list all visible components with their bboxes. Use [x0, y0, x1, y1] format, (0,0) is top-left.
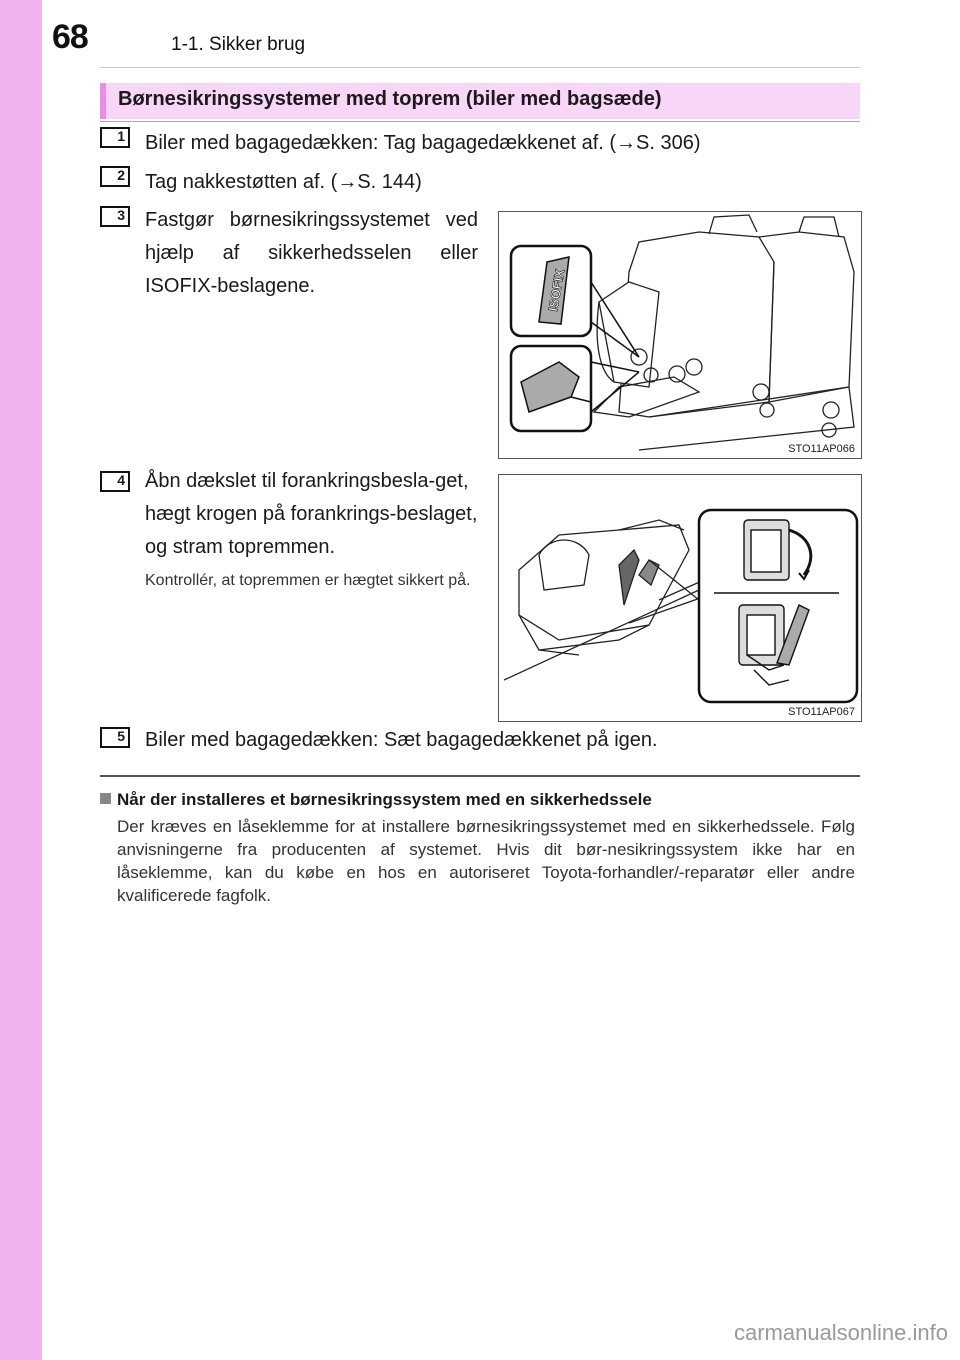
step-badge-2: 2: [100, 166, 130, 187]
section-label: 1-1. Sikker brug: [171, 34, 306, 55]
chapter-sidebar-tab: [0, 0, 42, 1360]
step-badge-3: 3: [100, 206, 130, 227]
isofix-callout-label: ISOFIX: [545, 267, 568, 313]
figure-code-2: STO11AP067: [788, 706, 855, 718]
figure-code-1: STO11AP066: [788, 443, 855, 455]
title-rule: [100, 121, 860, 122]
bullet-square-icon: [100, 793, 111, 804]
section-title-bar: [100, 83, 860, 119]
step-5-text: Biler med bagagedækken: Sæt bagagedækkenet på igen.: [145, 729, 658, 751]
step-badge-4: 4: [100, 471, 130, 492]
info-heading: [100, 790, 652, 810]
step-badge-5: 5: [100, 727, 130, 748]
figure-isofix-seat: [498, 211, 862, 459]
header-rule: [100, 67, 860, 68]
step-4-note: Kontrollér, at topremmen er hægtet sikkert på.: [145, 572, 471, 589]
page-number: 68: [52, 18, 88, 56]
section-divider: [100, 775, 860, 777]
step-3-text: Fastgør børnesikringssystemet ved hjælp af sikkerhedsselen eller ISOFIX-beslagene.: [145, 209, 478, 297]
tether-anchor-illustration: [499, 475, 861, 721]
info-heading-text: Når der installeres et børnesikringssystem med en sikkerhedssele: [117, 790, 652, 809]
step-1-text: Biler med bagagedækken: Tag bagagedækkenet af. (→S. 306): [145, 132, 701, 154]
info-body: Der kræves en låseklemme for at installere børnesikringssystemet med en sikkerhedssele. Følg anvisningerne fra producenten af systemet. Hvis dit bør-nesikringssystem ikke har en låseklemme, kan du købe en hos en autoriseret Toyota-forhandler/-reparatør eller andre kvalificerede fagfolk.: [117, 817, 855, 905]
figure-tether-anchor: [498, 474, 862, 722]
rear-seat-isofix-illustration: [499, 212, 861, 458]
section-title: Børnesikringssystemer med toprem (biler med bagsæde): [118, 88, 662, 110]
step-badge-1: 1: [100, 127, 130, 148]
step-4-text: Åbn dækslet til forankringsbesla-get, hægt krogen på forankrings-beslaget, og stram topremmen.: [145, 470, 478, 558]
step-2-text: Tag nakkestøtten af. (→S. 144): [145, 171, 422, 193]
watermark: carmanualsonline.info: [733, 1320, 948, 1345]
